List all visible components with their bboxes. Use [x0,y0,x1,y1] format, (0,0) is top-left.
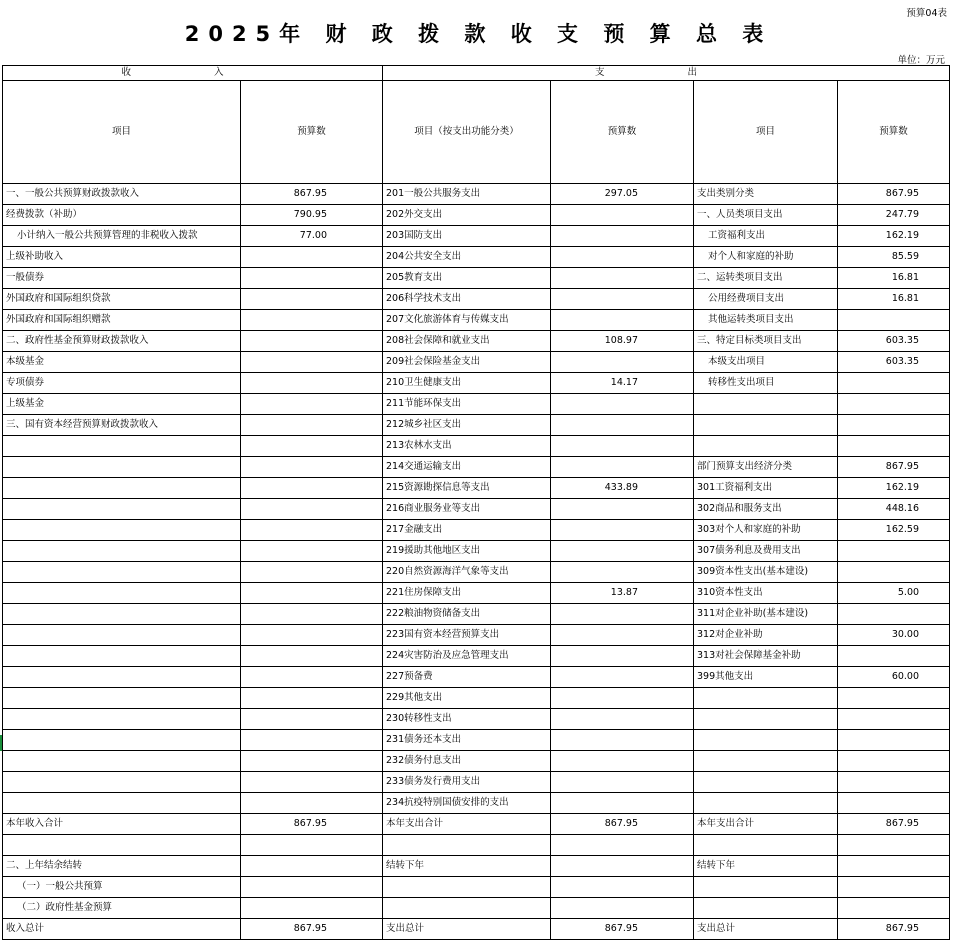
expense-section-header: 支 出 [383,66,950,81]
expense-econ-item-cell[interactable]: 301工资福利支出 [694,478,838,499]
expense-func-amount-cell[interactable] [551,394,694,415]
income-item-cell[interactable] [3,478,241,499]
section-header-row [3,66,950,81]
expense-func-item-cell[interactable]: 210卫生健康支出 [383,373,551,394]
expense-func-amount-cell[interactable] [551,877,694,898]
expense-func-amount-cell[interactable] [551,730,694,751]
table-row [3,583,950,604]
expense-func-item-cell[interactable]: 208社会保障和就业支出 [383,331,551,352]
table-row [3,877,950,898]
expense-func-item-cell[interactable]: 支出总计 [383,919,551,940]
income-item-cell[interactable]: 二、政府性基金预算财政拨款收入 [3,331,241,352]
expense-func-item-cell[interactable] [383,898,551,919]
table-row [3,814,950,835]
expense-econ-item-cell[interactable]: 支出类别分类 [694,184,838,205]
expense-econ-item-cell[interactable]: 303对个人和家庭的补助 [694,520,838,541]
expense-econ-item-cell[interactable] [694,793,838,814]
expense-econ-item-cell[interactable]: 部门预算支出经济分类 [694,457,838,478]
expense-func-item-cell[interactable]: 217金融支出 [383,520,551,541]
expense-econ-item-cell[interactable] [694,436,838,457]
income-item-cell[interactable] [3,520,241,541]
table-row [3,394,950,415]
expense-econ-item-cell[interactable]: 三、特定目标类项目支出 [694,331,838,352]
table-row [3,604,950,625]
column-header-row [3,81,950,184]
expense-func-amount-cell[interactable] [551,520,694,541]
expense-econ-amount-cell[interactable]: 448.16 [838,499,950,520]
expense-econ-item-cell[interactable]: 307债务利息及费用支出 [694,541,838,562]
expense-func-item-cell[interactable]: 216商业服务业等支出 [383,499,551,520]
income-item-cell[interactable] [3,751,241,772]
expense-econ-amount-cell[interactable]: 247.79 [838,205,950,226]
table-row [3,646,950,667]
income-amount-cell[interactable] [241,604,383,625]
table-row [3,667,950,688]
income-item-cell[interactable]: 上级基金 [3,394,241,415]
expense-econ-item-cell[interactable]: 一、人员类项目支出 [694,205,838,226]
expense-func-amount-cell[interactable] [551,205,694,226]
expense-econ-amount-cell[interactable]: 5.00 [838,583,950,604]
expense-func-item-cell[interactable]: 结转下年 [383,856,551,877]
income-item-cell[interactable] [3,562,241,583]
expense-econ-amount-cell[interactable] [838,646,950,667]
expense-func-item-cell[interactable]: 231债务还本支出 [383,730,551,751]
expense-econ-item-cell[interactable]: 312对企业补助 [694,625,838,646]
income-item-cell[interactable]: 二、上年结余结转 [3,856,241,877]
table-row [3,856,950,877]
table-row [3,625,950,646]
income-amount-cell[interactable] [241,856,383,877]
expense-econ-item-cell[interactable] [694,835,838,856]
table-row [3,310,950,331]
income-item-cell[interactable] [3,604,241,625]
expense-econ-item-cell[interactable] [694,688,838,709]
table-row [3,331,950,352]
table-code: 预算04表 [906,8,947,19]
table-row [3,835,950,856]
expense-econ-item-cell[interactable] [694,415,838,436]
income-item-cell[interactable] [3,835,241,856]
expense-func-amount-cell[interactable] [551,499,694,520]
expense-econ-amount-cell[interactable] [838,562,950,583]
expense-func-amount-cell[interactable]: 867.95 [551,814,694,835]
expense-econ-item-cell[interactable]: 309资本性支出(基本建设) [694,562,838,583]
income-item-cell[interactable]: 收入总计 [3,919,241,940]
income-item-cell[interactable]: 经费拨款（补助） [3,205,241,226]
expense-econ-amount-cell[interactable]: 162.19 [838,478,950,499]
expense-econ-amount-cell[interactable] [838,415,950,436]
expense-func-amount-cell[interactable] [551,457,694,478]
income-amount-cell[interactable] [241,646,383,667]
table-row [3,499,950,520]
income-amount-cell[interactable] [241,583,383,604]
expense-econ-amount-cell[interactable]: 867.95 [838,184,950,205]
expense-func-item-cell[interactable]: 202外交支出 [383,205,551,226]
expense-econ-amount-cell[interactable]: 162.19 [838,226,950,247]
expense-func-amount-cell[interactable]: 13.87 [551,583,694,604]
expense-econ-amount-cell[interactable] [838,772,950,793]
income-item-cell[interactable] [3,436,241,457]
income-amount-cell[interactable]: 867.95 [241,919,383,940]
expense-func-item-cell[interactable]: 224灾害防治及应急管理支出 [383,646,551,667]
col-econ-amount: 预算数 [838,81,950,184]
expense-func-amount-cell[interactable] [551,709,694,730]
income-amount-cell[interactable] [241,247,383,268]
income-amount-cell[interactable] [241,373,383,394]
income-item-cell[interactable] [3,457,241,478]
expense-func-item-cell[interactable]: 209社会保险基金支出 [383,352,551,373]
income-item-cell[interactable] [3,499,241,520]
income-item-cell[interactable]: 本年收入合计 [3,814,241,835]
income-item-cell[interactable]: 外国政府和国际组织赠款 [3,310,241,331]
income-amount-cell[interactable] [241,436,383,457]
income-amount-cell[interactable] [241,310,383,331]
expense-econ-amount-cell[interactable] [838,709,950,730]
income-item-cell[interactable]: 外国政府和国际组织贷款 [3,289,241,310]
expense-func-amount-cell[interactable] [551,289,694,310]
expense-econ-item-cell[interactable] [694,730,838,751]
income-amount-cell[interactable] [241,415,383,436]
expense-econ-item-cell[interactable]: 公用经费项目支出 [694,289,838,310]
expense-econ-amount-cell[interactable]: 603.35 [838,331,950,352]
income-item-cell[interactable]: 本级基金 [3,352,241,373]
table-row [3,541,950,562]
expense-func-amount-cell[interactable] [551,667,694,688]
table-row [3,247,950,268]
expense-econ-amount-cell[interactable]: 85.59 [838,247,950,268]
income-item-cell[interactable] [3,646,241,667]
income-amount-cell[interactable] [241,898,383,919]
expense-econ-item-cell[interactable]: 本年支出合计 [694,814,838,835]
table-row [3,184,950,205]
expense-func-amount-cell[interactable] [551,436,694,457]
income-section-header: 收 入 [3,66,383,81]
income-amount-cell[interactable]: 77.00 [241,226,383,247]
expense-econ-amount-cell[interactable] [838,604,950,625]
expense-econ-amount-cell[interactable]: 60.00 [838,667,950,688]
expense-func-item-cell[interactable]: 232债务付息支出 [383,751,551,772]
expense-econ-item-cell[interactable]: 本级支出项目 [694,352,838,373]
income-item-cell[interactable]: 三、国有资本经营预算财政拨款收入 [3,415,241,436]
expense-econ-item-cell[interactable]: 311对企业补助(基本建设) [694,604,838,625]
expense-func-item-cell[interactable]: 233债务发行费用支出 [383,772,551,793]
income-amount-cell[interactable] [241,499,383,520]
expense-func-item-cell[interactable]: 214交通运输支出 [383,457,551,478]
col-econ-item: 项目 [694,81,838,184]
income-amount-cell[interactable] [241,331,383,352]
income-item-cell[interactable]: 小计纳入一般公共预算管理的非税收入拨款 [3,226,241,247]
expense-econ-amount-cell[interactable]: 603.35 [838,352,950,373]
expense-func-amount-cell[interactable]: 108.97 [551,331,694,352]
expense-func-amount-cell[interactable] [551,415,694,436]
expense-econ-amount-cell[interactable] [838,688,950,709]
expense-econ-item-cell[interactable]: 其他运转类项目支出 [694,310,838,331]
expense-func-item-cell[interactable]: 207文化旅游体育与传媒支出 [383,310,551,331]
expense-func-amount-cell[interactable] [551,688,694,709]
income-item-cell[interactable]: 专项债券 [3,373,241,394]
income-item-cell[interactable] [3,583,241,604]
table-row [3,268,950,289]
expense-func-item-cell[interactable]: 204公共安全支出 [383,247,551,268]
table-row [3,352,950,373]
income-item-cell[interactable] [3,709,241,730]
income-amount-cell[interactable] [241,394,383,415]
table-row [3,520,950,541]
income-item-cell[interactable]: （一）一般公共预算 [3,877,241,898]
expense-econ-amount-cell[interactable] [838,898,950,919]
table-row [3,730,950,751]
expense-func-amount-cell[interactable] [551,352,694,373]
expense-econ-item-cell[interactable] [694,709,838,730]
expense-econ-item-cell[interactable]: 对个人和家庭的补助 [694,247,838,268]
expense-econ-amount-cell[interactable] [838,793,950,814]
expense-econ-item-cell[interactable]: 结转下年 [694,856,838,877]
table-row [3,478,950,499]
expense-func-amount-cell[interactable] [551,247,694,268]
expense-func-amount-cell[interactable] [551,625,694,646]
income-amount-cell[interactable]: 867.95 [241,814,383,835]
expense-func-item-cell[interactable]: 本年支出合计 [383,814,551,835]
income-amount-cell[interactable] [241,730,383,751]
expense-func-item-cell[interactable]: 212城乡社区支出 [383,415,551,436]
income-amount-cell[interactable] [241,709,383,730]
expense-econ-item-cell[interactable]: 转移性支出项目 [694,373,838,394]
income-item-cell[interactable]: （二）政府性基金预算 [3,898,241,919]
expense-econ-item-cell[interactable]: 310资本性支出 [694,583,838,604]
income-item-cell[interactable] [3,667,241,688]
expense-econ-amount-cell[interactable] [838,394,950,415]
expense-func-amount-cell[interactable] [551,604,694,625]
income-amount-cell[interactable] [241,877,383,898]
expense-econ-amount-cell[interactable] [838,751,950,772]
income-item-cell[interactable] [3,688,241,709]
expense-func-amount-cell[interactable] [551,541,694,562]
expense-econ-amount-cell[interactable] [838,730,950,751]
expense-func-amount-cell[interactable] [551,268,694,289]
expense-func-amount-cell[interactable]: 867.95 [551,919,694,940]
expense-econ-item-cell[interactable]: 313对社会保障基金补助 [694,646,838,667]
income-item-cell[interactable] [3,730,241,751]
income-amount-cell[interactable] [241,478,383,499]
expense-func-item-cell[interactable]: 227预备费 [383,667,551,688]
expense-econ-amount-cell[interactable]: 30.00 [838,625,950,646]
expense-func-item-cell[interactable]: 221住房保障支出 [383,583,551,604]
expense-econ-amount-cell[interactable] [838,310,950,331]
expense-func-amount-cell[interactable] [551,793,694,814]
expense-func-item-cell[interactable]: 229其他支出 [383,688,551,709]
expense-func-amount-cell[interactable] [551,562,694,583]
income-item-cell[interactable]: 上级补助收入 [3,247,241,268]
expense-econ-amount-cell[interactable]: 867.95 [838,457,950,478]
col-income-item: 项目 [3,81,241,184]
expense-func-amount-cell[interactable] [551,751,694,772]
expense-func-amount-cell[interactable]: 14.17 [551,373,694,394]
expense-func-amount-cell[interactable] [551,772,694,793]
expense-func-item-cell[interactable] [383,877,551,898]
expense-econ-amount-cell[interactable]: 867.95 [838,919,950,940]
expense-func-item-cell[interactable]: 220自然资源海洋气象等支出 [383,562,551,583]
expense-func-item-cell[interactable]: 234抗疫特别国债安排的支出 [383,793,551,814]
table-row [3,709,950,730]
col-income-amount: 预算数 [241,81,383,184]
unit-label: 单位：万元 [897,55,945,66]
expense-econ-item-cell[interactable]: 399其他支出 [694,667,838,688]
income-item-cell[interactable] [3,541,241,562]
table-row [3,205,950,226]
income-amount-cell[interactable] [241,667,383,688]
expense-econ-amount-cell[interactable] [838,373,950,394]
income-amount-cell[interactable] [241,835,383,856]
expense-econ-amount-cell[interactable]: 16.81 [838,268,950,289]
income-amount-cell[interactable]: 867.95 [241,184,383,205]
expense-func-item-cell[interactable]: 219援助其他地区支出 [383,541,551,562]
expense-econ-item-cell[interactable]: 工资福利支出 [694,226,838,247]
table-row [3,793,950,814]
expense-func-item-cell[interactable]: 230转移性支出 [383,709,551,730]
table-row [3,457,950,478]
income-amount-cell[interactable]: 790.95 [241,205,383,226]
income-item-cell[interactable] [3,772,241,793]
expense-econ-item-cell[interactable] [694,394,838,415]
expense-econ-item-cell[interactable] [694,898,838,919]
table-row [3,898,950,919]
income-amount-cell[interactable] [241,268,383,289]
income-amount-cell[interactable] [241,562,383,583]
table-row [3,289,950,310]
expense-func-amount-cell[interactable] [551,646,694,667]
expense-econ-amount-cell[interactable] [838,436,950,457]
table-row [3,415,950,436]
table-row [3,562,950,583]
expense-func-amount-cell[interactable]: 297.05 [551,184,694,205]
expense-econ-item-cell[interactable] [694,751,838,772]
page-title: 2025年 财 政 拨 款 收 支 预 算 总 表 [184,22,773,46]
table-row [3,226,950,247]
income-amount-cell[interactable] [241,751,383,772]
expense-func-item-cell[interactable]: 222粮油物资储备支出 [383,604,551,625]
table-row [3,688,950,709]
income-amount-cell[interactable] [241,625,383,646]
expense-func-item-cell[interactable]: 206科学技术支出 [383,289,551,310]
expense-func-item-cell[interactable]: 213农林水支出 [383,436,551,457]
expense-econ-item-cell[interactable] [694,772,838,793]
expense-econ-amount-cell[interactable] [838,835,950,856]
col-func-item: 项目（按支出功能分类） [383,81,551,184]
table-row [3,772,950,793]
expense-func-amount-cell[interactable] [551,835,694,856]
income-item-cell[interactable]: 一般债券 [3,268,241,289]
expense-func-amount-cell[interactable] [551,310,694,331]
expense-func-amount-cell[interactable] [551,898,694,919]
income-item-cell[interactable] [3,625,241,646]
expense-econ-amount-cell[interactable]: 16.81 [838,289,950,310]
income-item-cell[interactable]: 一、一般公共预算财政拨款收入 [3,184,241,205]
table-row [3,373,950,394]
expense-econ-amount-cell[interactable] [838,856,950,877]
col-func-amount: 预算数 [551,81,694,184]
income-amount-cell[interactable] [241,688,383,709]
expense-func-item-cell[interactable]: 201一般公共服务支出 [383,184,551,205]
table-row [3,751,950,772]
expense-econ-amount-cell[interactable] [838,877,950,898]
table-row [3,436,950,457]
income-amount-cell[interactable] [241,352,383,373]
income-amount-cell[interactable] [241,541,383,562]
expense-econ-item-cell[interactable]: 支出总计 [694,919,838,940]
budget-table [2,65,950,940]
table-row [3,919,950,940]
income-amount-cell[interactable] [241,457,383,478]
expense-func-item-cell[interactable]: 205教育支出 [383,268,551,289]
expense-func-item-cell[interactable] [383,835,551,856]
income-amount-cell[interactable] [241,289,383,310]
expense-econ-item-cell[interactable] [694,877,838,898]
income-amount-cell[interactable] [241,793,383,814]
expense-func-amount-cell[interactable]: 433.89 [551,478,694,499]
expense-econ-amount-cell[interactable]: 162.59 [838,520,950,541]
expense-func-amount-cell[interactable] [551,856,694,877]
income-amount-cell[interactable] [241,772,383,793]
expense-func-amount-cell[interactable] [551,226,694,247]
expense-func-item-cell[interactable]: 211节能环保支出 [383,394,551,415]
expense-econ-item-cell[interactable]: 二、运转类项目支出 [694,268,838,289]
income-item-cell[interactable] [3,793,241,814]
expense-econ-amount-cell[interactable] [838,541,950,562]
expense-econ-item-cell[interactable]: 302商品和服务支出 [694,499,838,520]
expense-econ-amount-cell[interactable]: 867.95 [838,814,950,835]
expense-func-item-cell[interactable]: 223国有资本经营预算支出 [383,625,551,646]
income-amount-cell[interactable] [241,520,383,541]
expense-func-item-cell[interactable]: 215资源勘探信息等支出 [383,478,551,499]
expense-func-item-cell[interactable]: 203国防支出 [383,226,551,247]
